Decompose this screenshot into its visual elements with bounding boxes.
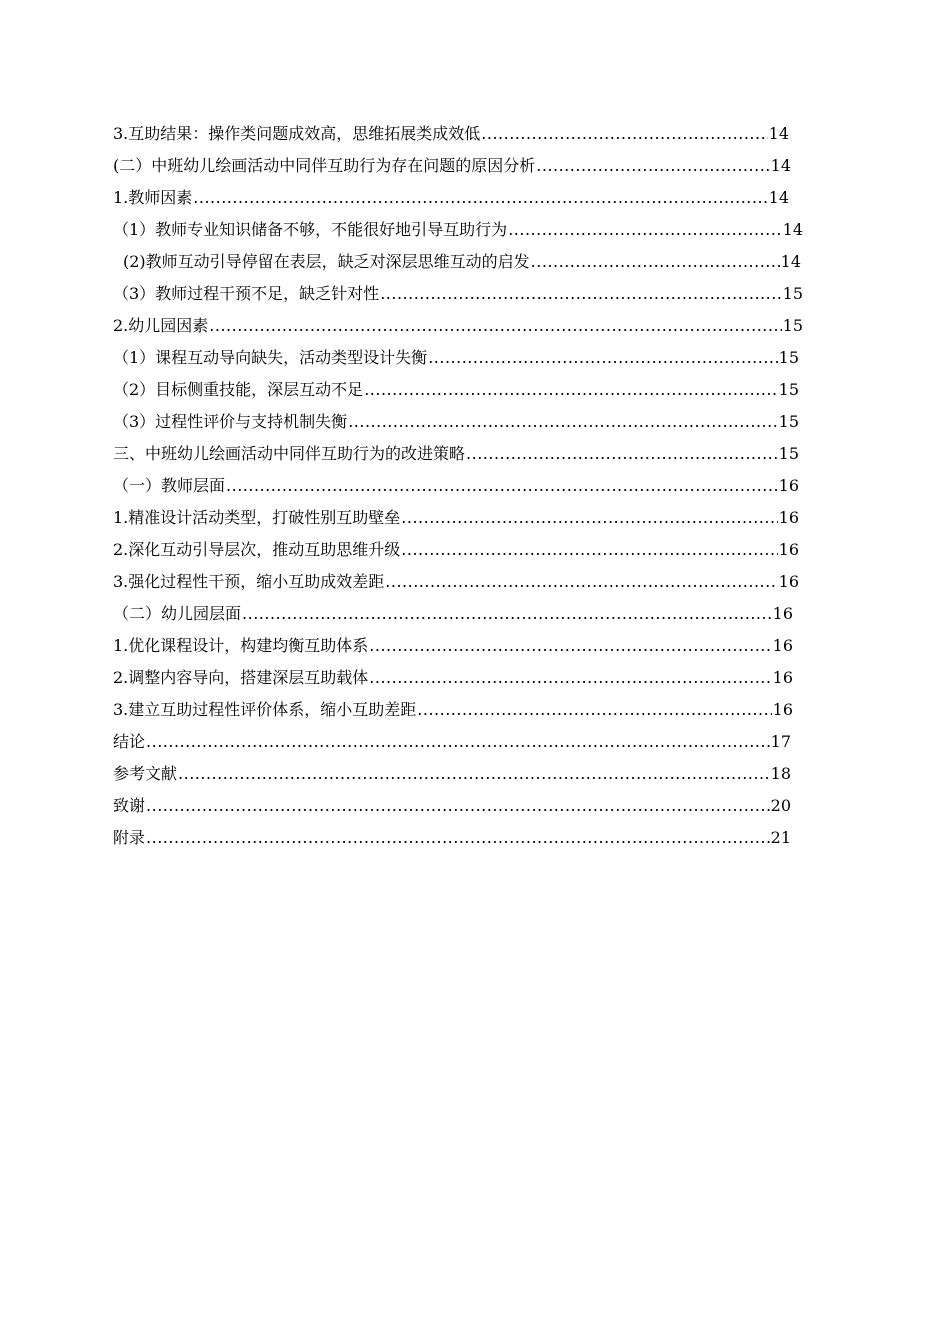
toc-entry-page-number: 16	[772, 636, 793, 655]
toc-entry-title: 3.互助结果：操作类问题成效高，思维拓展类成效低	[113, 124, 481, 143]
toc-entry-page-number: 16	[772, 604, 793, 623]
toc-entry-title: （3）教师过程干预不足，缺乏针对性	[113, 284, 380, 303]
toc-entry-page-number: 15	[782, 316, 803, 335]
toc-entry[interactable]	[113, 758, 791, 790]
toc-entry-page-number: 20	[770, 796, 791, 815]
toc-entry-page-number: 16	[772, 668, 793, 687]
toc-entry-page-number: 17	[770, 732, 791, 751]
toc-entry-leader	[531, 252, 780, 272]
toc-entry-title: (二）中班幼儿绘画活动中同伴互助行为存在问题的原因分析	[113, 156, 536, 175]
toc-entry[interactable]	[113, 534, 799, 566]
toc-entry-leader	[401, 508, 777, 528]
toc-entry-leader	[369, 636, 771, 656]
toc-entry-leader	[146, 828, 770, 848]
toc-entry-page-number: 16	[778, 572, 799, 591]
toc-entry-leader	[178, 764, 770, 784]
toc-entry-title: 3.建立互助过程性评价体系，缩小互助差距	[113, 700, 417, 719]
toc-entry[interactable]	[113, 790, 791, 822]
toc-entry-leader	[385, 572, 777, 592]
toc-entry-title: 参考文献	[113, 764, 178, 783]
toc-entry-title: （一）教师层面	[113, 476, 226, 495]
toc-entry-page-number: 15	[778, 444, 799, 463]
toc-entry[interactable]	[113, 630, 793, 662]
toc-entry-leader	[466, 444, 778, 464]
toc-entry[interactable]	[113, 182, 789, 214]
toc-entry-leader	[369, 668, 771, 688]
toc-entry-title: 1.优化课程设计，构建均衡互助体系	[113, 636, 369, 655]
toc-entry-page-number: 14	[782, 220, 803, 239]
toc-entry-page-number: 14	[768, 188, 789, 207]
toc-entry-leader	[401, 540, 777, 560]
toc-entry-leader	[209, 316, 781, 336]
toc-entry-title: (2)教师互动引导停留在表层，缺乏对深层思维互动的启发	[123, 252, 530, 271]
toc-entry-page-number: 16	[778, 540, 799, 559]
toc-entry-page-number: 16	[778, 476, 799, 495]
toc-entry-page-number: 15	[782, 284, 803, 303]
toc-entry-leader	[481, 124, 767, 144]
toc-entry-page-number: 21	[770, 828, 791, 847]
toc-entry-page-number: 14	[780, 252, 801, 271]
toc-entry[interactable]	[113, 598, 793, 630]
toc-entry-title: 三、中班幼儿绘画活动中同伴互助行为的改进策略	[113, 444, 466, 463]
toc-entry-page-number: 18	[770, 764, 791, 783]
toc-entry[interactable]	[113, 246, 801, 278]
toc-entry-leader	[417, 700, 771, 720]
toc-entry-title: （1）教师专业知识储备不够，不能很好地引导互助行为	[113, 220, 508, 239]
toc-entry[interactable]	[113, 278, 803, 310]
toc-entry-title: 2.深化互动引导层次，推动互助思维升级	[113, 540, 401, 559]
toc-entry-page-number: 16	[778, 508, 799, 527]
toc-entry-leader	[348, 412, 777, 432]
toc-entry-leader	[193, 188, 767, 208]
toc-entry[interactable]	[113, 150, 791, 182]
toc-entry[interactable]	[113, 374, 799, 406]
toc-entry[interactable]	[113, 118, 789, 150]
toc-entry-title: （1）课程互动导向缺失，活动类型设计失衡	[113, 348, 428, 367]
toc-entry-leader	[508, 220, 781, 240]
toc-entry[interactable]	[113, 470, 799, 502]
toc-entry-page-number: 15	[778, 412, 799, 431]
toc-entry-leader	[364, 380, 777, 400]
toc-entry[interactable]	[113, 822, 791, 854]
toc-entry-page-number: 14	[770, 156, 791, 175]
toc-entry-leader	[242, 604, 772, 624]
toc-entry-title: 结论	[113, 732, 146, 751]
toc-entry-leader	[146, 732, 770, 752]
toc-entry[interactable]	[113, 406, 799, 438]
toc-entry-title: （2）目标侧重技能，深层互动不足	[113, 380, 364, 399]
toc-entry-page-number: 16	[772, 700, 793, 719]
toc-entry[interactable]	[113, 438, 799, 470]
toc-entry[interactable]	[113, 726, 791, 758]
toc-entry-title: （二）幼儿园层面	[113, 604, 242, 623]
toc-entry[interactable]	[113, 662, 793, 694]
toc-entry-page-number: 15	[778, 348, 799, 367]
toc-entry-page-number: 15	[778, 380, 799, 399]
toc-entry-leader	[536, 156, 769, 176]
toc-entry-title: 2.幼儿园因素	[113, 316, 209, 335]
table-of-contents	[113, 118, 813, 854]
toc-entry-leader	[146, 796, 770, 816]
toc-entry-title: 2.调整内容导向，搭建深层互助载体	[113, 668, 369, 687]
toc-entry-title: 1.教师因素	[113, 188, 193, 207]
toc-entry[interactable]	[113, 214, 803, 246]
toc-entry-page-number: 14	[768, 124, 789, 143]
toc-entry[interactable]	[113, 502, 799, 534]
toc-entry[interactable]	[113, 566, 799, 598]
toc-entry-leader	[428, 348, 777, 368]
toc-entry-title: 附录	[113, 828, 146, 847]
toc-entry[interactable]	[113, 694, 793, 726]
toc-entry-title: 3.强化过程性干预，缩小互助成效差距	[113, 572, 385, 591]
toc-entry-title: 致谢	[113, 796, 146, 815]
toc-entry[interactable]	[113, 342, 799, 374]
toc-entry-leader	[380, 284, 781, 304]
toc-entry-title: 1.精准设计活动类型，打破性别互助壁垒	[113, 508, 401, 527]
toc-entry[interactable]	[113, 310, 803, 342]
toc-entry-title: （3）过程性评价与支持机制失衡	[113, 412, 348, 431]
toc-entry-leader	[226, 476, 778, 496]
